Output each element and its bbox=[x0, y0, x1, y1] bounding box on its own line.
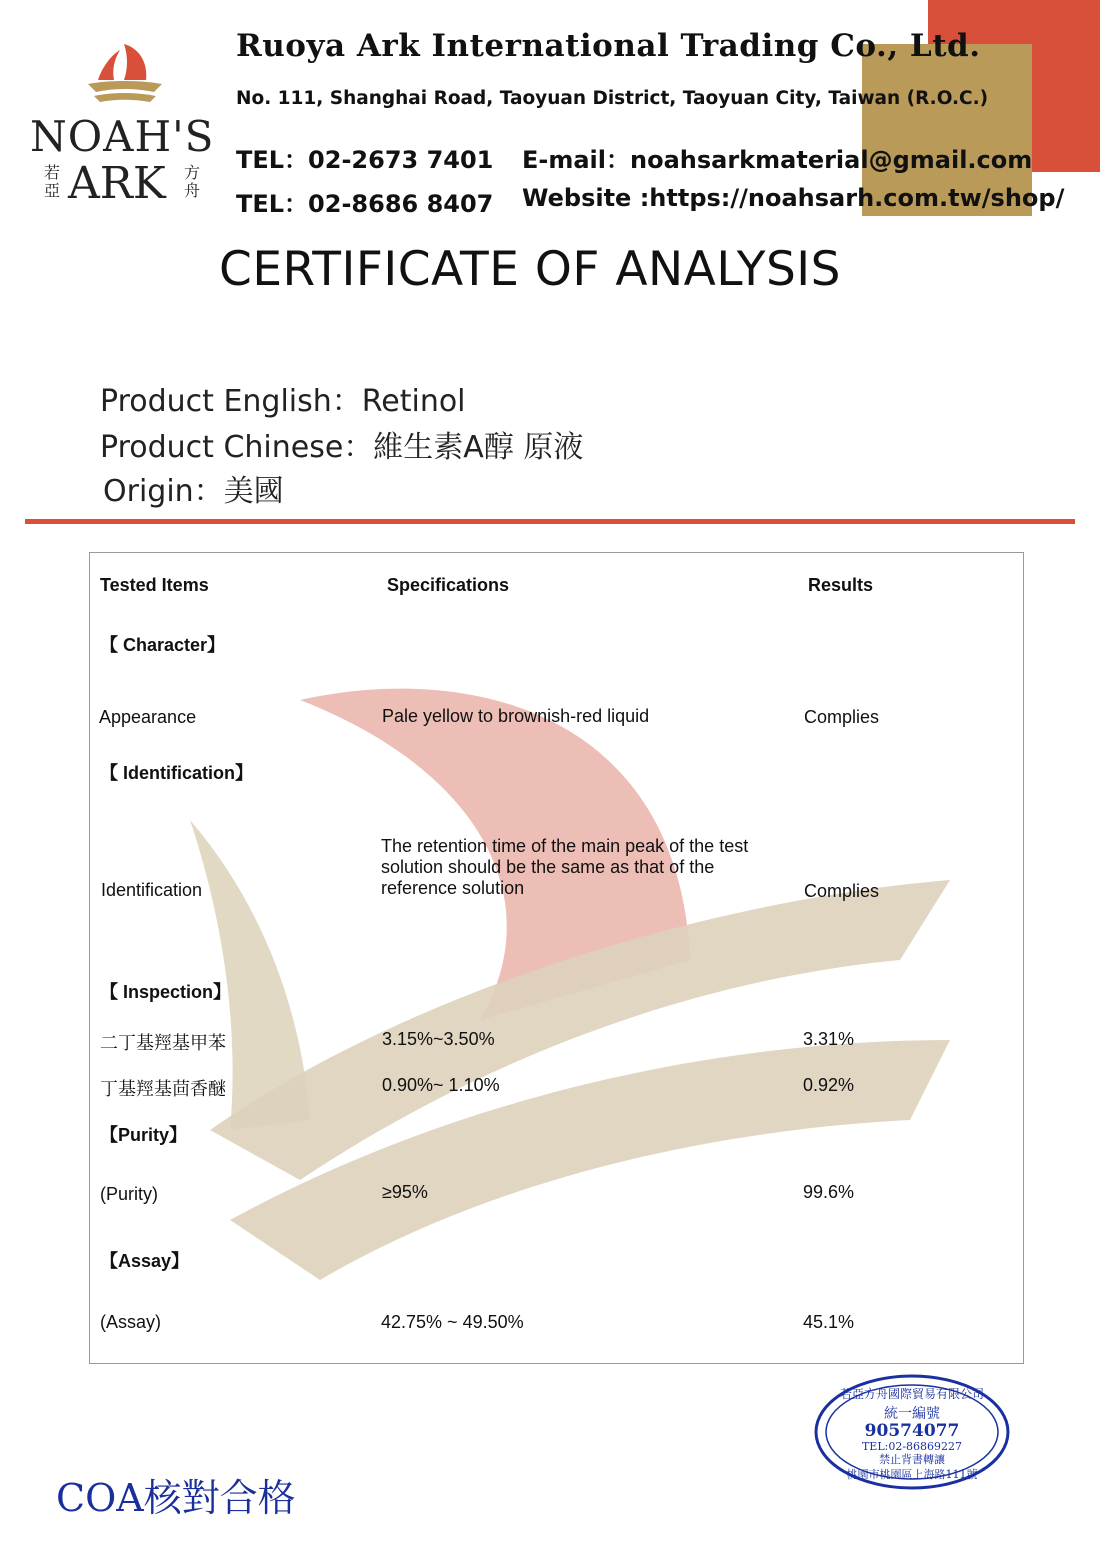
analysis-table bbox=[89, 552, 1024, 1364]
row-appearance-item: Appearance bbox=[99, 707, 197, 727]
company-address: No. 111, Shanghai Road, Taoyuan District, Taoyuan City, Taiwan (R.O.C.) bbox=[236, 88, 989, 109]
row-identification-spec: The retention time of the main peak of the test solution should be the same as that of the reference solution bbox=[381, 836, 749, 898]
section-identification: 【 Identification】 bbox=[100, 763, 253, 783]
row-assay-result: 45.1% bbox=[803, 1312, 855, 1332]
coa-verified-note: COA核對合格 bbox=[56, 1476, 296, 1520]
svg-text:禁止背書轉讓: 禁止背書轉讓 bbox=[879, 1453, 945, 1466]
tel-primary: TEL：02-2673 7401 bbox=[236, 146, 494, 174]
row-purity-spec: ≥95% bbox=[382, 1182, 428, 1202]
header-specifications: Specifications bbox=[387, 575, 510, 595]
tel-secondary: TEL：02-8686 8407 bbox=[236, 190, 494, 218]
company-seal-stamp bbox=[812, 1372, 1012, 1492]
logo-chinese-right: 方舟 bbox=[184, 163, 201, 200]
email: E-mail：noahsarkmaterial@gmail.com bbox=[522, 146, 1033, 174]
row-inspection1-item: 二丁基羥基甲苯 bbox=[100, 1033, 226, 1053]
svg-text:若亞方舟國際貿易有限公司: 若亞方舟國際貿易有限公司 bbox=[839, 1387, 985, 1401]
row-assay-item: (Assay) bbox=[100, 1312, 162, 1332]
header-tested-items: Tested Items bbox=[100, 575, 209, 595]
row-identification-item: Identification bbox=[101, 880, 203, 900]
header-results: Results bbox=[808, 575, 874, 595]
logo-chinese-left: 若亞 bbox=[44, 163, 61, 200]
row-inspection1-spec: 3.15%~3.50% bbox=[382, 1029, 495, 1049]
row-purity-item: (Purity) bbox=[100, 1184, 158, 1204]
logo-wordmark-noahs: NOAH'S bbox=[30, 112, 215, 161]
svg-text:90574077: 90574077 bbox=[864, 1421, 960, 1441]
svg-text:統一編號: 統一編號 bbox=[884, 1406, 940, 1422]
section-inspection: 【 Inspection】 bbox=[100, 982, 232, 1002]
svg-text:桃園市桃園區上海路111號: 桃園市桃園區上海路111號 bbox=[846, 1468, 978, 1481]
row-appearance-result: Complies bbox=[804, 707, 880, 727]
product-english: Product English：Retinol bbox=[100, 384, 466, 419]
website: Website :https://noahsarh.com.tw/shop/ bbox=[522, 184, 1065, 212]
product-chinese: Product Chinese：維生素A醇 原液 bbox=[100, 430, 584, 465]
logo-wordmark-ark: ARK bbox=[68, 158, 166, 209]
section-divider bbox=[25, 519, 1075, 524]
company-logo bbox=[24, 40, 224, 215]
row-appearance-spec: Pale yellow to brownish-red liquid bbox=[382, 706, 650, 726]
section-purity: 【Purity】 bbox=[100, 1125, 188, 1145]
document-title: CERTIFICATE OF ANALYSIS bbox=[219, 242, 841, 297]
row-inspection2-item: 丁基羥基茴香醚 bbox=[100, 1079, 226, 1099]
section-assay: 【Assay】 bbox=[100, 1251, 190, 1271]
product-origin: Origin：美國 bbox=[103, 474, 284, 509]
company-name: Ruoya Ark International Trading Co., Ltd. bbox=[236, 28, 981, 64]
row-assay-spec: 42.75% ~ 49.50% bbox=[381, 1312, 524, 1332]
row-purity-result: 99.6% bbox=[803, 1182, 855, 1202]
row-inspection2-spec: 0.90%~ 1.10% bbox=[382, 1075, 500, 1095]
row-identification-result: Complies bbox=[804, 881, 880, 901]
svg-text:TEL:02-86869227: TEL:02-86869227 bbox=[861, 1440, 963, 1453]
row-inspection2-result: 0.92% bbox=[803, 1075, 855, 1095]
ship-logo-icon bbox=[84, 40, 164, 112]
section-character: 【 Character】 bbox=[100, 635, 226, 655]
row-inspection1-result: 3.31% bbox=[803, 1029, 855, 1049]
